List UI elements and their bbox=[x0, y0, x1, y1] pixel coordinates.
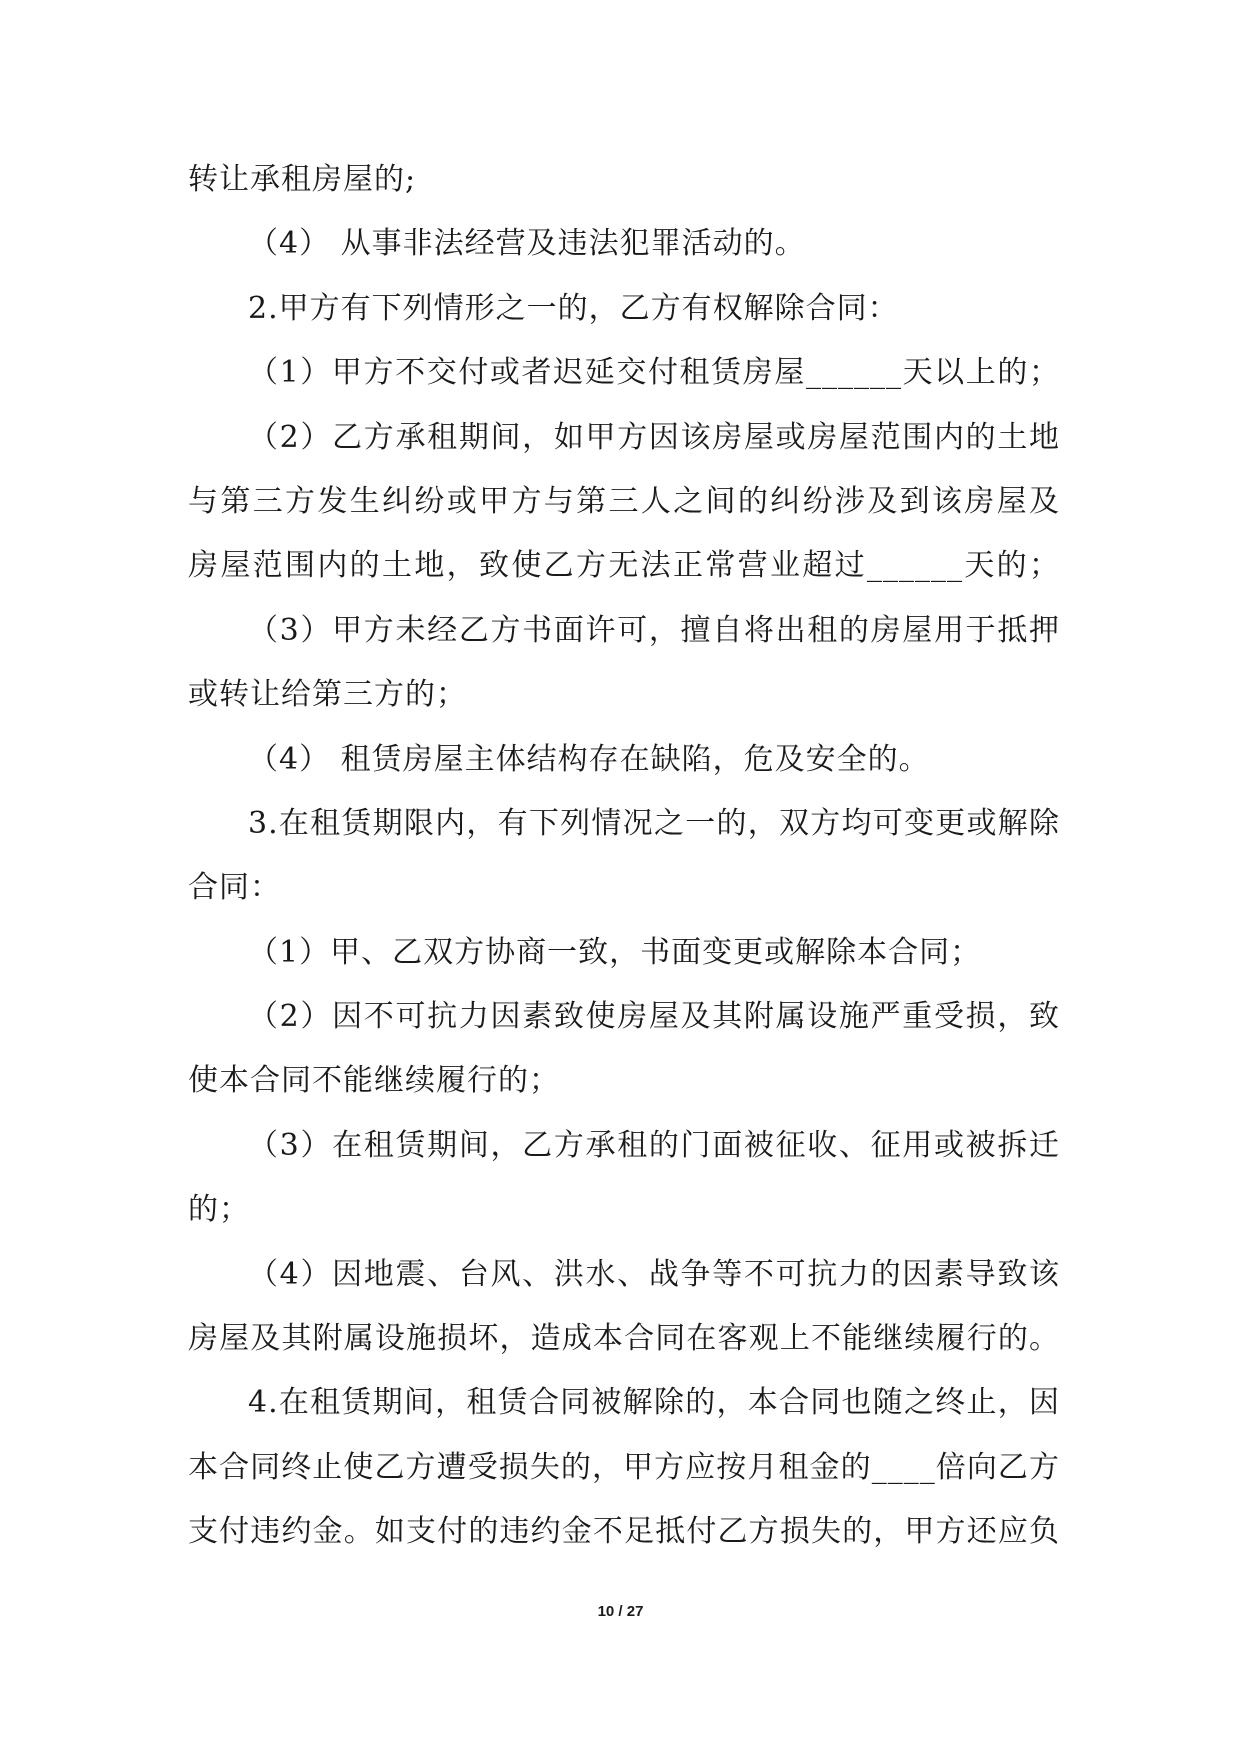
text-line: 4.在租赁期间，租赁合同被解除的，本合同也随之终止，因 bbox=[248, 1385, 1060, 1421]
text-line: （2）因不可抗力因素致使房屋及其附属设施严重受损，致 bbox=[248, 999, 1060, 1035]
text-line: 合同： bbox=[188, 870, 281, 906]
text-line: 的； bbox=[188, 1192, 250, 1228]
text-line: （1）甲方不交付或者迟延交付租赁房屋______天以上的； bbox=[248, 355, 1060, 391]
text-line: （1）甲、乙双方协商一致，书面变更或解除本合同； bbox=[248, 934, 982, 970]
text-line: （3）甲方未经乙方书面许可，擅自将出租的房屋用于抵押 bbox=[248, 612, 1060, 648]
text-line: （4） 从事非法经营及违法犯罪活动的。 bbox=[248, 226, 806, 262]
text-line: （4） 租赁房屋主体结构存在缺陷，危及安全的。 bbox=[248, 741, 930, 777]
body-text bbox=[188, 148, 1060, 1565]
text-line: 支付违约金。如支付的违约金不足抵付乙方损失的，甲方还应负 bbox=[188, 1514, 1060, 1550]
text-line: 或转让给第三方的； bbox=[188, 677, 467, 713]
text-line: （2）乙方承租期间，如甲方因该房屋或房屋范围内的土地 bbox=[248, 419, 1060, 455]
text-line: 使本合同不能继续履行的； bbox=[188, 1063, 560, 1099]
page-number: 10 / 27 bbox=[597, 1603, 644, 1620]
text-line: （3）在租赁期间，乙方承租的门面被征收、征用或被拆迁 bbox=[248, 1127, 1060, 1163]
text-line: 3.在租赁期限内，有下列情况之一的，双方均可变更或解除 bbox=[248, 805, 1060, 841]
text-line: 房屋范围内的土地，致使乙方无法正常营业超过______天的； bbox=[188, 548, 1060, 584]
text-line: （4）因地震、台风、洪水、战争等不可抗力的因素导致该 bbox=[248, 1256, 1060, 1292]
text-line: 房屋及其附属设施损坏，造成本合同在客观上不能继续履行的。 bbox=[188, 1321, 1060, 1357]
text-line: 转让承租房屋的; bbox=[188, 162, 417, 197]
text-line: 与第三方发生纠纷或甲方与第三人之间的纠纷涉及到该房屋及 bbox=[188, 483, 1060, 519]
text-line: 2.甲方有下列情形之一的，乙方有权解除合同： bbox=[248, 290, 899, 326]
text-line: 本合同终止使乙方遭受损失的，甲方应按月租金的____倍向乙方 bbox=[188, 1449, 1060, 1485]
